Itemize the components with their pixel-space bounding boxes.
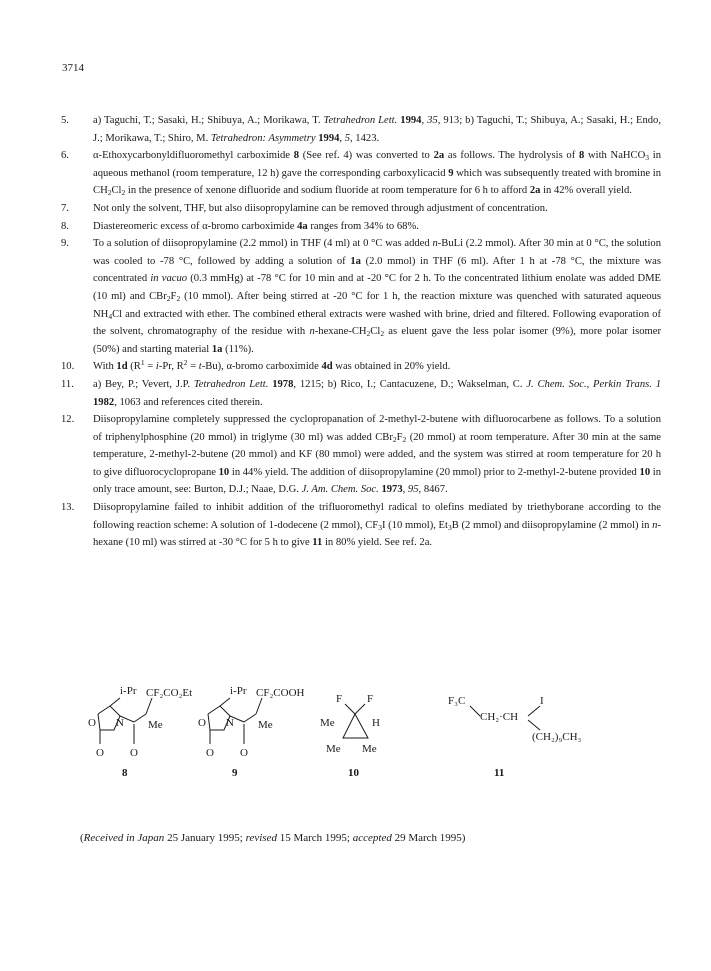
s8-ipr: i-Pr (120, 685, 137, 697)
s8-cf2-bond (146, 698, 152, 714)
s8-me: Me (148, 719, 163, 731)
received-dates: (Received in Japan 25 January 1995; revised 15 March 1995; accepted 29 March 1995) (80, 832, 466, 844)
s8-substituent: CF₂CO₂Et (146, 687, 193, 699)
s11-i-bond (528, 706, 540, 716)
revised-date: 15 March 1995 (279, 832, 347, 844)
structures-svg (80, 676, 640, 796)
received-date: 25 January 1995 (167, 832, 240, 844)
s10-me3: Me (362, 743, 377, 755)
s10-f1-bond (345, 704, 355, 714)
s9-o1: O (206, 747, 214, 759)
revised-label: revised (245, 832, 277, 844)
s11-label: 11 (494, 767, 505, 779)
received-label: Received in Japan (83, 832, 165, 844)
references-list (61, 112, 661, 552)
s10-label: 10 (348, 767, 359, 779)
s9-substituent: CF₂COOH (256, 687, 305, 699)
chemical-structures (80, 676, 640, 796)
reference-10: 10. With 1d ($R^1 = i-Pr$, $R^2 = t-Bu$), α-bromo carboximide 4d was obtained in 20% yield. (61, 358, 451, 373)
page-number: 3714 (62, 62, 84, 74)
reference-12: 12. Diisopropylamine completely suppressed the cyclopropanation of 2-methyl-2-butene with difluorocarbene as follows. To a solution of triphenylphosphine (20 mmol) in triglyme (30 ml) was added $CBr_2F_2$ (20 mmol) at room temperature. After 30 min at the same temperature, 2-methyl-2-butene (20 mmol) and KF (80 mmol) were added, and the system was stirred at room temperature for 20 h to give difluorocyclopropane 10 in 44% yield. The addition of diisopropylamine (20 mmol) prior to 2-methyl-2-butene provided 10 in only trace amount, see: Burton, D.J.; Naae, D.G. J. Am. Chem. Soc. 1973, 95, 8467. (61, 414, 662, 496)
s10-f2-bond (355, 704, 365, 714)
s8-label: 8 (122, 767, 128, 779)
s10-cyclopropane (343, 714, 368, 738)
reference-6: 6. α-Ethoxycarbonyldifluoromethyl carboximide 8 (See ref. 4) was converted to 2a as follows. The hydrolysis of 8 with NaHCO$_3$ in aqueous methanol (room temperature, 12 h) gave the corresponding carboxylicacid 9 which was subsequently treated with bromine in $CH_2Cl_2$ in the presence of xenone difluoride and sodium fluoride at room temperature for 6 h to afford 2a in 42% overall yield. (61, 150, 661, 198)
s11-tail: (CH₂)₉CH₃ (532, 731, 582, 743)
s11-iodine: I (540, 695, 544, 707)
reference-9: 9. To a solution of diisopropylamine (2.2 mmol) in THF (4 ml) at 0 °C was added n-BuLi (2.2 mmol). After 30 min at 0 °C, the solution was cooled to -78 °C, followed by adding a solution of 1a (2.0 mmol) in THF (6 ml). After 1 h at -78 °C, the mixture was concentrated in vacuo (0.3 mmHg) at -78 °C for 10 min and at -20 °C for 2 h. To the concentrated lithium enolate was added DME (10 ml) and $CBr_2F_2$ (10 mmol). After being stirred at -20 °C for 1 h, the reaction mixture was quenched with saturated aqueous $NH_4Cl$ and extracted with ether. The combined etheral extracts were washed with brine, dried and filtered. Following evaporation of the solvent, chromatography of the residue with $n-hexane-CH_2Cl_2$ as eluent gave the less polar isomer (9%), more polar isomer (50%) and starting material 1a (11%). (61, 238, 661, 355)
s8-ring-o: O (88, 717, 96, 729)
reference-11: 11. a) Bey, P.; Vevert, J.P. Tetrahedron Lett. 1978, 1215; b) Rico, I.; Cantacuzene, D.; Wakselman, C. J. Chem. Soc., Perkin Trans. 1 1982, 1063 and references cited therein. (61, 378, 661, 408)
s11-cf3: F₃C (448, 695, 466, 707)
s8-acyl-bond (134, 714, 146, 722)
s8-o1: O (96, 747, 104, 759)
s10-me1: Me (320, 717, 335, 729)
s11-chain: CH₂·CH (480, 711, 519, 723)
s8-ipr-bond (110, 698, 120, 706)
s8-n: N (116, 717, 124, 729)
s9-ipr: i-Pr (230, 685, 247, 697)
s9-ring-o: O (198, 717, 206, 729)
s9-me: Me (258, 719, 273, 731)
accepted-label: accepted (352, 832, 392, 844)
s11-tail-bond (528, 720, 540, 730)
s11-bond1 (470, 706, 480, 716)
s9-ipr-bond (220, 698, 230, 706)
s9-n: N (226, 717, 234, 729)
reference-13: 13. Diisopropylamine failed to inhibit addition of the trifluoromethyl radical to olefins mediated by triethyborane according to the following reaction scheme: A solution of 1-dodecene (2 mmol), $CF_3I$ (10 mmol), $Et_3B$ (2 mmol) and diisopropylamine (2 mmol) in n-hexane (10 ml) was stirred at -30 °C for 5 h to give 11 in 80% yield. See ref. 2a. (61, 502, 661, 549)
s10-f2: F (367, 693, 374, 705)
s9-o2: O (240, 747, 248, 759)
s9-label: 9 (232, 767, 238, 779)
reference-5: 5. a) Taguchi, T.; Sasaki, H.; Shibuya, A.; Morikawa, T. Tetrahedron Lett. 1994, 35, 913; b) Taguchi, T.; Shibuya, A.; Sasaki, H.; Endo, J.; Morikawa, T.; Shiro, M. Tetrahedron: Asymmetry 1994, 5, 1423. (61, 115, 662, 144)
reference-7: 7. Not only the solvent, THF, but also diisopropylamine can be removed through adjustment of concentration. (61, 202, 548, 214)
s10-f1: F (336, 693, 343, 705)
accepted-date: 29 March 1995 (394, 832, 462, 844)
s10-me2: Me (326, 743, 341, 755)
s8-o2: O (130, 747, 138, 759)
s9-cf2-bond (256, 698, 262, 714)
reference-8: 8. Diastereomeric excess of α-bromo carboximide 4a ranges from 34% to 68%. (61, 220, 419, 232)
s9-acyl-bond (244, 714, 256, 722)
s10-h: H (372, 717, 380, 729)
